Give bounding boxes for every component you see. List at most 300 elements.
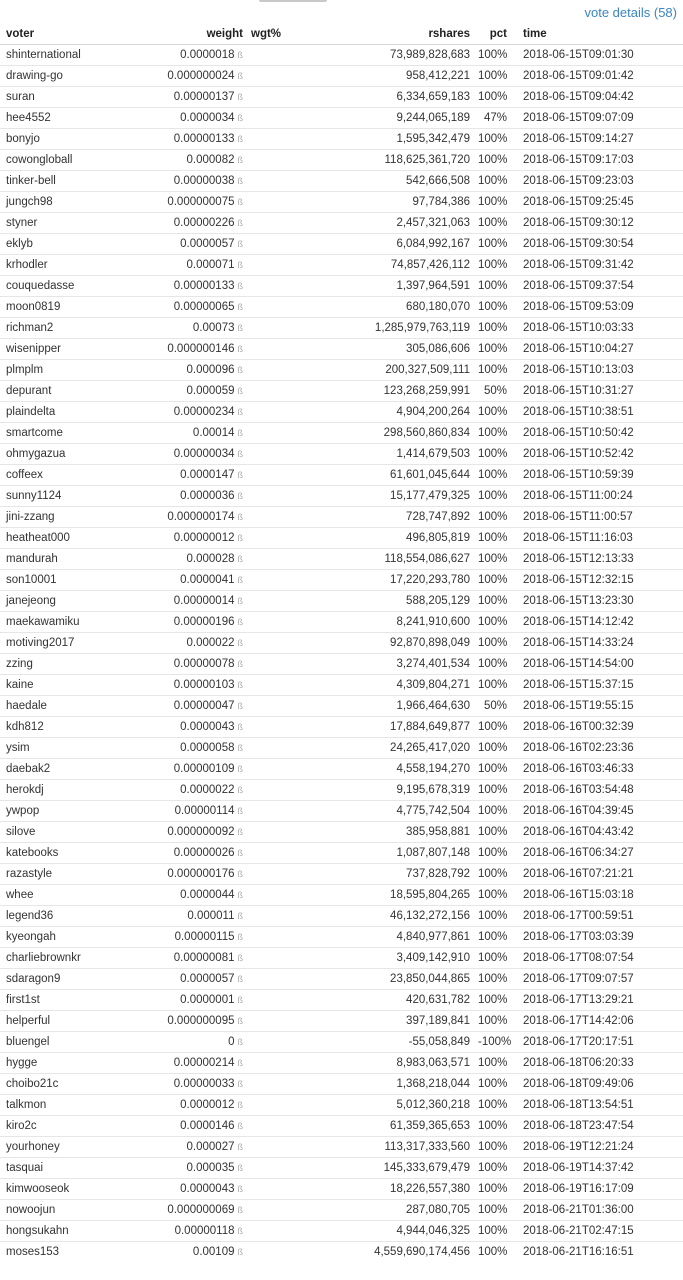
voter-cell[interactable]: charliebrownkr — [0, 948, 135, 969]
weight-cell — [135, 465, 247, 486]
rshares-cell: 4,775,742,504 — [314, 801, 474, 822]
wgt-pct-cell — [247, 1095, 314, 1116]
weight-unit-label: ß — [237, 1163, 243, 1173]
voter-cell[interactable]: eklyb — [0, 234, 135, 255]
table-row — [0, 87, 683, 108]
wgt-pct-cell — [247, 339, 314, 360]
voter-cell[interactable]: yourhoney — [0, 1137, 135, 1158]
voter-cell[interactable]: hygge — [0, 1053, 135, 1074]
voter-cell[interactable]: first1st — [0, 990, 135, 1011]
voter-cell[interactable]: tasquai — [0, 1158, 135, 1179]
time-cell: 2018-06-18T06:20:33 — [511, 1053, 683, 1074]
weight-value: 0.000011 — [187, 910, 235, 922]
table-row — [0, 1032, 683, 1053]
rshares-cell: 17,220,293,780 — [314, 570, 474, 591]
weight-value: 0.0000018 — [180, 49, 235, 61]
time-cell: 2018-06-15T09:30:54 — [511, 234, 683, 255]
weight-value: 0.0000012 — [180, 1099, 235, 1111]
weight-unit-label: ß — [237, 50, 243, 60]
weight-cell — [135, 948, 247, 969]
voter-cell[interactable]: son10001 — [0, 570, 135, 591]
weight-cell — [135, 927, 247, 948]
weight-cell — [135, 1179, 247, 1200]
weight-unit-label: ß — [237, 155, 243, 165]
weight-unit-label: ß — [237, 575, 243, 585]
wgt-pct-cell — [247, 1053, 314, 1074]
voter-cell[interactable]: ohmygazua — [0, 444, 135, 465]
time-cell: 2018-06-15T09:14:27 — [511, 129, 683, 150]
weight-value: 0.0000146 — [180, 1120, 235, 1132]
weight-cell — [135, 717, 247, 738]
wgt-pct-cell — [247, 570, 314, 591]
column-header-time[interactable]: time — [511, 24, 683, 45]
voter-cell[interactable]: helperful — [0, 1011, 135, 1032]
pct-cell: 100% — [474, 213, 511, 234]
wgt-pct-cell — [247, 402, 314, 423]
table-row — [0, 339, 683, 360]
pct-cell: 100% — [474, 423, 511, 444]
rshares-cell: 46,132,272,156 — [314, 906, 474, 927]
weight-unit-label: ß — [237, 302, 243, 312]
rshares-cell: 8,241,910,600 — [314, 612, 474, 633]
weight-cell — [135, 1095, 247, 1116]
time-cell: 2018-06-15T09:37:54 — [511, 276, 683, 297]
wgt-pct-cell — [247, 1221, 314, 1242]
voter-cell[interactable]: smartcome — [0, 423, 135, 444]
rshares-cell: 420,631,782 — [314, 990, 474, 1011]
weight-unit-label: ß — [237, 806, 243, 816]
wgt-pct-cell — [247, 213, 314, 234]
table-row — [0, 192, 683, 213]
column-header-pct[interactable]: pct — [474, 24, 511, 45]
voter-cell[interactable]: kyeongah — [0, 927, 135, 948]
time-cell: 2018-06-16T03:46:33 — [511, 759, 683, 780]
weight-unit-label: ß — [237, 1121, 243, 1131]
pct-cell: 100% — [474, 633, 511, 654]
weight-unit-label: ß — [237, 323, 243, 333]
table-row — [0, 213, 683, 234]
pct-cell: 100% — [474, 570, 511, 591]
voter-cell[interactable]: whee — [0, 885, 135, 906]
weight-cell — [135, 444, 247, 465]
weight-cell — [135, 108, 247, 129]
weight-value: 0.00000137 — [173, 91, 235, 103]
weight-value: 0.00000026 — [173, 847, 235, 859]
weight-unit-label: ß — [237, 533, 243, 543]
rshares-cell: 15,177,479,325 — [314, 486, 474, 507]
rshares-cell: 6,334,659,183 — [314, 87, 474, 108]
voter-cell[interactable]: zzing — [0, 654, 135, 675]
wgt-pct-cell — [247, 276, 314, 297]
voter-cell[interactable]: cowongloball — [0, 150, 135, 171]
voter-cell[interactable]: couquedasse — [0, 276, 135, 297]
wgt-pct-cell — [247, 108, 314, 129]
table-row — [0, 738, 683, 759]
wgt-pct-cell — [247, 1011, 314, 1032]
rshares-cell: 8,983,063,571 — [314, 1053, 474, 1074]
voter-cell[interactable]: mandurah — [0, 549, 135, 570]
column-header-wgt-pct[interactable]: wgt% — [247, 24, 314, 45]
weight-unit-label: ß — [237, 1016, 243, 1026]
weight-unit-label: ß — [237, 281, 243, 291]
weight-cell — [135, 276, 247, 297]
weight-unit-label: ß — [237, 1226, 243, 1236]
pct-cell: 100% — [474, 1200, 511, 1221]
weight-unit-label: ß — [237, 218, 243, 228]
wgt-pct-cell — [247, 87, 314, 108]
voter-cell[interactable]: hee4552 — [0, 108, 135, 129]
table-row — [0, 360, 683, 381]
pct-cell: 100% — [474, 1221, 511, 1242]
time-cell: 2018-06-15T10:50:42 — [511, 423, 683, 444]
voter-cell[interactable]: kimwooseok — [0, 1179, 135, 1200]
weight-unit-label: ß — [237, 365, 243, 375]
column-header-voter[interactable]: voter — [0, 24, 135, 45]
weight-unit-label: ß — [237, 512, 243, 522]
wgt-pct-cell — [247, 234, 314, 255]
wgt-pct-cell — [247, 150, 314, 171]
weight-cell — [135, 633, 247, 654]
table-row — [0, 591, 683, 612]
weight-cell — [135, 339, 247, 360]
voter-cell[interactable]: depurant — [0, 381, 135, 402]
rshares-cell: 542,666,508 — [314, 171, 474, 192]
voter-cell[interactable]: heatheat000 — [0, 528, 135, 549]
weight-value: 0.000000092 — [167, 826, 235, 838]
table-row — [0, 1158, 683, 1179]
wgt-pct-cell — [247, 381, 314, 402]
weight-unit-label: ß — [237, 659, 243, 669]
voter-cell[interactable]: sunny1124 — [0, 486, 135, 507]
pct-cell: 100% — [474, 864, 511, 885]
voter-cell[interactable]: katebooks — [0, 843, 135, 864]
voter-cell[interactable]: styner — [0, 213, 135, 234]
voter-cell[interactable]: kdh812 — [0, 717, 135, 738]
voter-cell[interactable]: silove — [0, 822, 135, 843]
time-cell: 2018-06-15T09:31:42 — [511, 255, 683, 276]
voter-cell[interactable]: nowoojun — [0, 1200, 135, 1221]
voter-cell[interactable]: ywpop — [0, 801, 135, 822]
wgt-pct-cell — [247, 1137, 314, 1158]
weight-value: 0.00000226 — [173, 217, 235, 229]
wgt-pct-cell — [247, 360, 314, 381]
rshares-cell: 9,195,678,319 — [314, 780, 474, 801]
weight-cell — [135, 990, 247, 1011]
time-cell: 2018-06-15T09:23:03 — [511, 171, 683, 192]
weight-cell — [135, 318, 247, 339]
pct-cell: 50% — [474, 696, 511, 717]
voter-cell[interactable]: drawing-go — [0, 66, 135, 87]
rshares-cell: 145,333,679,479 — [314, 1158, 474, 1179]
table-row — [0, 1242, 683, 1263]
weight-unit-label: ß — [237, 449, 243, 459]
pct-cell: 100% — [474, 948, 511, 969]
rshares-cell: 4,558,194,270 — [314, 759, 474, 780]
wgt-pct-cell — [247, 591, 314, 612]
weight-cell — [135, 528, 247, 549]
weight-unit-label: ß — [237, 1142, 243, 1152]
weight-cell — [135, 1221, 247, 1242]
pct-cell: 100% — [474, 969, 511, 990]
voter-cell[interactable]: wisenipper — [0, 339, 135, 360]
voter-cell[interactable]: suran — [0, 87, 135, 108]
wgt-pct-cell — [247, 1074, 314, 1095]
voter-cell[interactable]: bluengel — [0, 1032, 135, 1053]
wgt-pct-cell — [247, 822, 314, 843]
voter-cell[interactable]: jini-zzang — [0, 507, 135, 528]
pct-cell: 100% — [474, 528, 511, 549]
voter-cell[interactable]: hongsukahn — [0, 1221, 135, 1242]
wgt-pct-cell — [247, 444, 314, 465]
time-cell: 2018-06-19T16:17:09 — [511, 1179, 683, 1200]
weight-unit-label: ß — [237, 974, 243, 984]
pct-cell: 100% — [474, 87, 511, 108]
voter-cell[interactable]: choibo21c — [0, 1074, 135, 1095]
weight-cell — [135, 780, 247, 801]
wgt-pct-cell — [247, 192, 314, 213]
weight-value: 0.00000234 — [173, 406, 235, 418]
pct-cell: 100% — [474, 1074, 511, 1095]
weight-unit-label: ß — [237, 953, 243, 963]
time-cell: 2018-06-21T01:36:00 — [511, 1200, 683, 1221]
rshares-cell: 4,840,977,861 — [314, 927, 474, 948]
rshares-cell: 1,595,342,479 — [314, 129, 474, 150]
wgt-pct-cell — [247, 1179, 314, 1200]
pct-cell: 100% — [474, 465, 511, 486]
weight-unit-label: ß — [237, 1100, 243, 1110]
voter-cell[interactable]: moon0819 — [0, 297, 135, 318]
pct-cell: 100% — [474, 885, 511, 906]
voter-cell[interactable]: razastyle — [0, 864, 135, 885]
weight-cell — [135, 864, 247, 885]
pct-cell: 100% — [474, 171, 511, 192]
voter-cell[interactable]: daebak2 — [0, 759, 135, 780]
weight-value: 0.0000147 — [180, 469, 235, 481]
table-row — [0, 1200, 683, 1221]
time-cell: 2018-06-15T10:13:03 — [511, 360, 683, 381]
voter-cell[interactable]: sdaragon9 — [0, 969, 135, 990]
pct-cell: 100% — [474, 780, 511, 801]
pct-cell: 100% — [474, 297, 511, 318]
rshares-cell: 4,309,804,271 — [314, 675, 474, 696]
weight-value: 0.000082 — [186, 154, 235, 166]
rshares-cell: 23,850,044,865 — [314, 969, 474, 990]
voter-cell[interactable]: plaindelta — [0, 402, 135, 423]
voter-cell[interactable]: maekawamiku — [0, 612, 135, 633]
weight-cell — [135, 381, 247, 402]
time-cell: 2018-06-16T00:32:39 — [511, 717, 683, 738]
weight-value: 0.00000118 — [174, 1225, 235, 1237]
weight-unit-label: ß — [237, 848, 243, 858]
rshares-cell: 5,012,360,218 — [314, 1095, 474, 1116]
wgt-pct-cell — [247, 171, 314, 192]
weight-value: 0.00073 — [192, 322, 235, 334]
wgt-pct-cell — [247, 318, 314, 339]
pct-cell: 100% — [474, 1116, 511, 1137]
rshares-cell: 200,327,509,111 — [314, 360, 474, 381]
weight-value: 0.00014 — [192, 427, 235, 439]
rshares-cell: 17,884,649,877 — [314, 717, 474, 738]
weight-cell — [135, 822, 247, 843]
weight-unit-label: ß — [237, 722, 243, 732]
voter-cell[interactable]: legend36 — [0, 906, 135, 927]
voter-cell[interactable]: krhodler — [0, 255, 135, 276]
weight-value: 0.00000081 — [173, 952, 235, 964]
time-cell: 2018-06-15T19:55:15 — [511, 696, 683, 717]
table-row — [0, 150, 683, 171]
weight-cell — [135, 696, 247, 717]
rshares-cell: 728,747,892 — [314, 507, 474, 528]
wgt-pct-cell — [247, 1200, 314, 1221]
rshares-cell: 1,087,807,148 — [314, 843, 474, 864]
table-row — [0, 234, 683, 255]
rshares-cell: 4,904,200,264 — [314, 402, 474, 423]
table-row — [0, 444, 683, 465]
weight-unit-label: ß — [237, 995, 243, 1005]
wgt-pct-cell — [247, 843, 314, 864]
weight-value: 0.00000196 — [173, 616, 235, 628]
time-cell: 2018-06-15T10:03:33 — [511, 318, 683, 339]
wgt-pct-cell — [247, 297, 314, 318]
rshares-cell: 496,805,819 — [314, 528, 474, 549]
table-row — [0, 1074, 683, 1095]
weight-value: 0.0000058 — [180, 742, 235, 754]
time-cell: 2018-06-16T04:39:45 — [511, 801, 683, 822]
voter-cell[interactable]: talkmon — [0, 1095, 135, 1116]
table-row — [0, 45, 683, 66]
table-row — [0, 1137, 683, 1158]
voter-cell[interactable]: coffeex — [0, 465, 135, 486]
top-bar — [0, 0, 683, 24]
table-row — [0, 927, 683, 948]
table-row — [0, 906, 683, 927]
voter-cell[interactable]: ysim — [0, 738, 135, 759]
voter-cell[interactable]: shinternational — [0, 45, 135, 66]
weight-cell — [135, 234, 247, 255]
pct-cell: 100% — [474, 1242, 511, 1263]
time-cell: 2018-06-18T23:47:54 — [511, 1116, 683, 1137]
weight-value: 0.000000174 — [167, 511, 235, 523]
weight-cell — [135, 255, 247, 276]
voter-cell[interactable]: richman2 — [0, 318, 135, 339]
weight-value: 0.00000078 — [173, 658, 235, 670]
wgt-pct-cell — [247, 885, 314, 906]
rshares-cell: 287,080,705 — [314, 1200, 474, 1221]
voter-cell[interactable]: herokdj — [0, 780, 135, 801]
weight-value: 0.000000069 — [167, 1204, 235, 1216]
weight-cell — [135, 87, 247, 108]
time-cell: 2018-06-15T10:31:27 — [511, 381, 683, 402]
pct-cell: 100% — [474, 822, 511, 843]
voter-cell[interactable]: haedale — [0, 696, 135, 717]
rshares-cell: 73,989,828,683 — [314, 45, 474, 66]
pct-cell: 100% — [474, 192, 511, 213]
wgt-pct-cell — [247, 423, 314, 444]
weight-value: 0 — [228, 1036, 235, 1048]
voter-cell[interactable]: kaine — [0, 675, 135, 696]
voter-cell[interactable]: kiro2c — [0, 1116, 135, 1137]
voter-cell[interactable]: tinker-bell — [0, 171, 135, 192]
weight-unit-label: ß — [237, 680, 243, 690]
pct-cell: 100% — [474, 1137, 511, 1158]
weight-value: 0.000071 — [186, 259, 235, 271]
table-row — [0, 570, 683, 591]
weight-unit-label: ß — [237, 407, 243, 417]
voter-cell[interactable]: jungch98 — [0, 192, 135, 213]
table-row — [0, 276, 683, 297]
pct-cell: 100% — [474, 360, 511, 381]
time-cell: 2018-06-19T12:21:24 — [511, 1137, 683, 1158]
scroll-indicator[interactable] — [259, 0, 327, 2]
pct-cell: 100% — [474, 234, 511, 255]
wgt-pct-cell — [247, 717, 314, 738]
wgt-pct-cell — [247, 129, 314, 150]
table-row — [0, 843, 683, 864]
weight-unit-label: ß — [237, 764, 243, 774]
time-cell: 2018-06-15T11:16:03 — [511, 528, 683, 549]
table-row — [0, 528, 683, 549]
table-row — [0, 885, 683, 906]
rshares-cell: 1,966,464,630 — [314, 696, 474, 717]
pct-cell: 100% — [474, 1179, 511, 1200]
weight-unit-label: ß — [237, 470, 243, 480]
table-row — [0, 381, 683, 402]
wgt-pct-cell — [247, 654, 314, 675]
time-cell: 2018-06-16T15:03:18 — [511, 885, 683, 906]
time-cell: 2018-06-15T09:01:42 — [511, 66, 683, 87]
wgt-pct-cell — [247, 528, 314, 549]
pct-cell: 100% — [474, 990, 511, 1011]
time-cell: 2018-06-17T13:29:21 — [511, 990, 683, 1011]
wgt-pct-cell — [247, 801, 314, 822]
weight-cell — [135, 1137, 247, 1158]
weight-value: 0.000000075 — [167, 196, 235, 208]
table-row — [0, 108, 683, 129]
pct-cell: 100% — [474, 654, 511, 675]
table-row — [0, 1095, 683, 1116]
weight-value: 0.0000057 — [180, 973, 235, 985]
voter-cell[interactable]: bonyjo — [0, 129, 135, 150]
column-header-weight[interactable]: weight — [135, 24, 247, 45]
pct-cell: 100% — [474, 675, 511, 696]
pct-cell: -100% — [474, 1032, 511, 1053]
column-header-rshares[interactable]: rshares — [314, 24, 474, 45]
table-row — [0, 1179, 683, 1200]
wgt-pct-cell — [247, 927, 314, 948]
table-row — [0, 801, 683, 822]
wgt-pct-cell — [247, 507, 314, 528]
wgt-pct-cell — [247, 675, 314, 696]
weight-cell — [135, 969, 247, 990]
pct-cell: 100% — [474, 507, 511, 528]
weight-unit-label: ß — [237, 911, 243, 921]
voter-cell[interactable]: janejeong — [0, 591, 135, 612]
time-cell: 2018-06-17T09:07:57 — [511, 969, 683, 990]
weight-cell — [135, 843, 247, 864]
voter-cell[interactable]: motiving2017 — [0, 633, 135, 654]
time-cell: 2018-06-15T12:32:15 — [511, 570, 683, 591]
vote-details-link[interactable]: vote details (58) — [584, 5, 677, 20]
weight-cell — [135, 45, 247, 66]
weight-cell — [135, 297, 247, 318]
weight-value: 0.00000033 — [173, 1078, 235, 1090]
time-cell: 2018-06-15T10:04:27 — [511, 339, 683, 360]
voter-cell[interactable]: plmplm — [0, 360, 135, 381]
time-cell: 2018-06-15T11:00:24 — [511, 486, 683, 507]
weight-unit-label: ß — [237, 1037, 243, 1047]
voter-cell[interactable]: moses153 — [0, 1242, 135, 1263]
table-row — [0, 549, 683, 570]
